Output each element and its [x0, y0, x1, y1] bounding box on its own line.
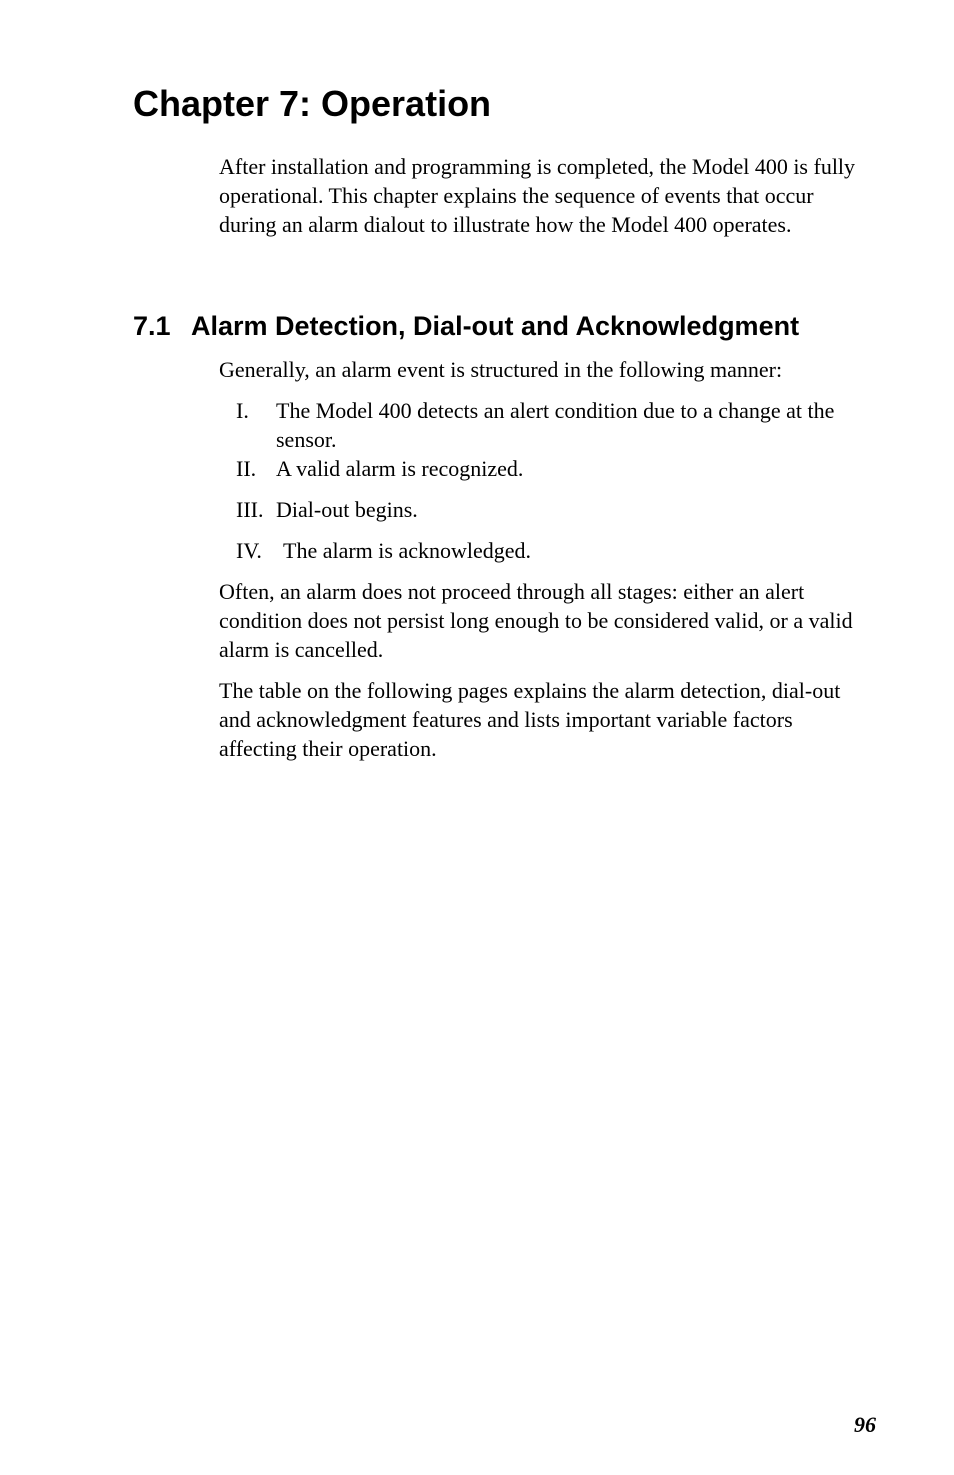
list-item: [219, 536, 846, 565]
list-item: [219, 396, 846, 454]
list-item-number: II.: [236, 456, 257, 481]
section-number: 7.1: [133, 311, 171, 341]
intro-paragraph: After installation and programming is completed, the Model 400 is fully operational. This chapter explains the sequence of events that occur during an alarm dialout to illustrate how the Model 400 operates.: [219, 154, 856, 237]
section-body: [219, 355, 869, 775]
list-item: [219, 495, 846, 524]
section-title: Alarm Detection, Dial-out and Acknowledgment: [191, 311, 800, 341]
list-item-text: The alarm is acknowledged.: [283, 538, 532, 563]
section-heading: [133, 309, 799, 343]
list-item: [219, 454, 846, 483]
body-paragraph: The table on the following pages explains the alarm detection, dial-out and acknowledgment features and lists important variable factors affecting their operation.: [219, 678, 841, 761]
list-item-text: The Model 400 detects an alert condition due to a change at the sensor.: [276, 398, 835, 452]
list-item-text: A valid alarm is recognized.: [276, 456, 524, 481]
list-item-text: Dial-out begins.: [276, 497, 418, 522]
section-lead: Generally, an alarm event is structured in the following manner:: [219, 357, 783, 382]
page-number: 96: [854, 1412, 876, 1437]
list-item-number: III.: [236, 497, 264, 522]
list-item-number: I.: [236, 398, 249, 423]
chapter-title: Chapter 7: Operation: [133, 83, 492, 124]
list-item-number: IV.: [236, 538, 262, 563]
body-paragraph: Often, an alarm does not proceed through all stages: either an alert condition does not persist long enough to be considered valid, or a valid alarm is cancelled.: [219, 579, 853, 662]
alarm-stage-list: [219, 396, 869, 565]
